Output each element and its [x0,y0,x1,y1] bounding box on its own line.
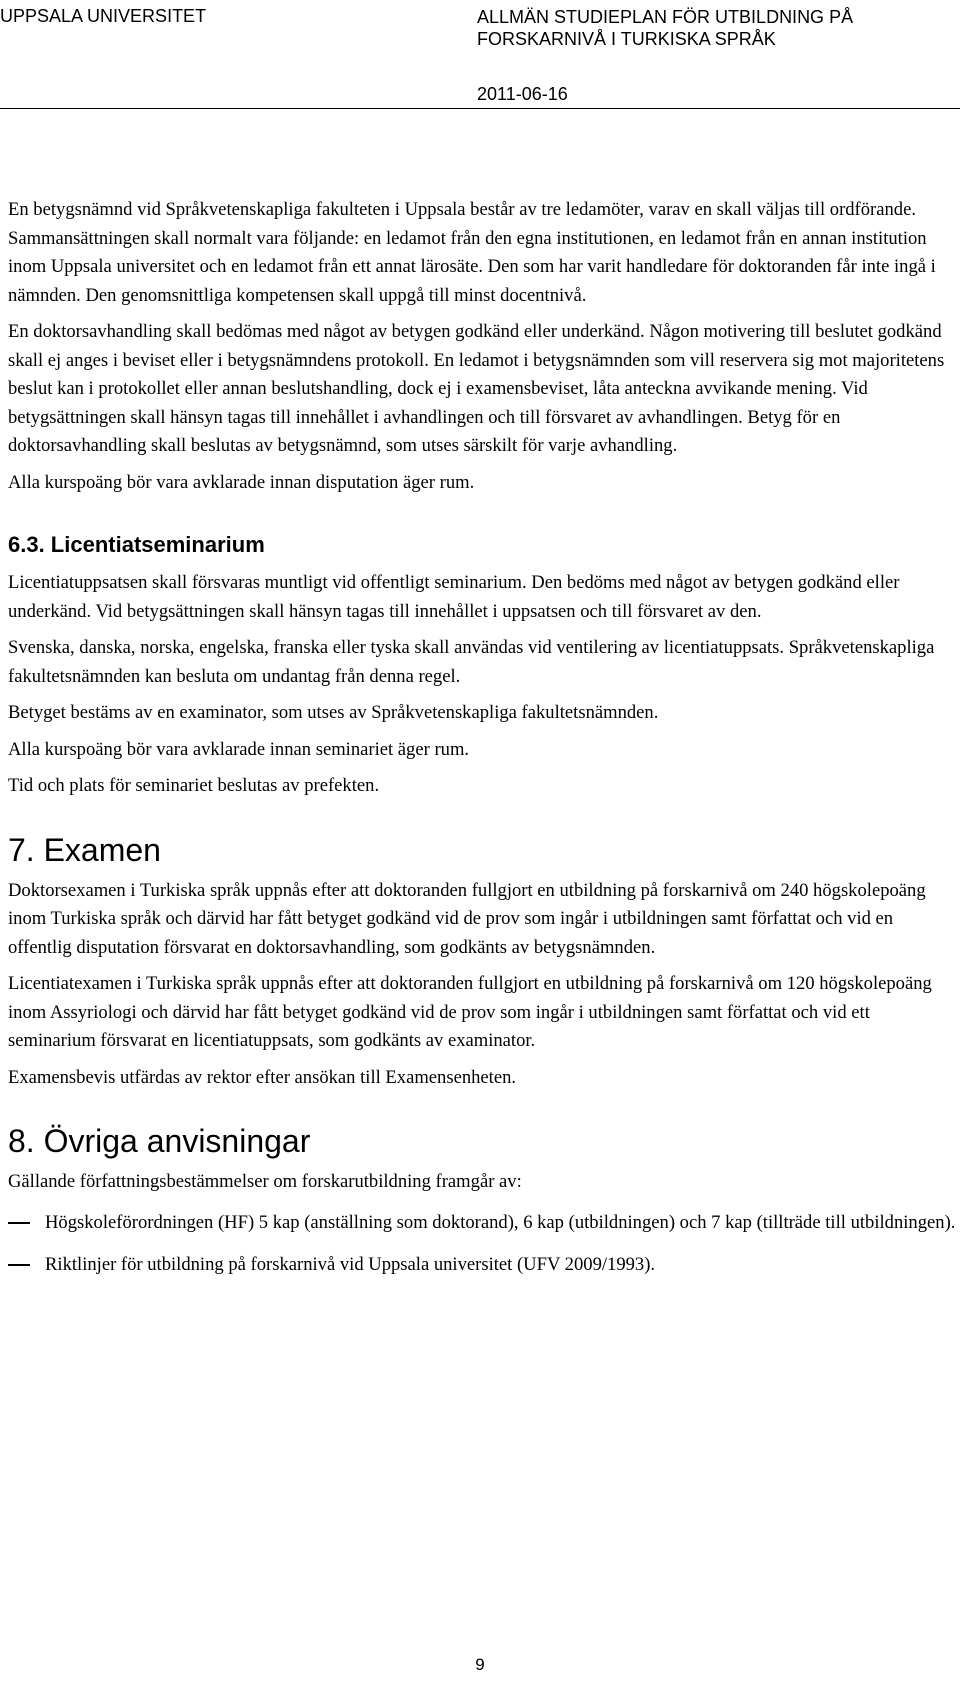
dash-bullet-icon [8,1222,30,1224]
list-item [8,1209,960,1238]
document-title [477,6,853,50]
paragraph: Examensbevis utfärdas av rektor efter ansökan till Examensenheten. [8,1066,517,1088]
section-heading-8: 8. Övriga anvisningar [8,1123,311,1159]
paragraph: Svenska, danska, norska, engelska, franska eller tyska skall användas vid ventilering av licentiatuppsats. Språkvetenskapliga fakultetsnämnden kan besluta om undantag från denna regel. [8,637,935,687]
paragraph: Alla kurspoäng bör vara avklarade innan disputation äger rum. [8,471,475,493]
paragraph: Alla kurspoäng bör vara avklarade innan seminariet äger rum. [8,738,470,760]
paragraph: Tid och plats för seminariet beslutas av prefekten. [8,775,380,796]
paragraph: Doktorsexamen i Turkiska språk uppnås efter att doktoranden fullgjort en utbildning på forskarnivå om 240 högskolepoäng inom Turkiska språk och därvid har fått betyget godkänd vid de prov som ingår i utbildningen samt författat och vid en offentlig disputation försvarat en doktorsavhandling, som godkänts av betygsnämnden. [8,879,926,958]
list-item [8,1251,960,1280]
paragraph: Licentiatexamen i Turkiska språk uppnås efter att doktoranden fullgjort en utbildning på forskarnivå om 120 högskolepoäng inom Assyriologi och därvid har fått betyget godkänd vid de prov som ingår i utbildningen samt författat och vid ett seminarium försvarat en licentiatuppsats, som godkänts av examinator. [8,973,932,1051]
paragraph: En doktorsavhandling skall bedömas med något av betygen godkänd eller underkänd. Någon motivering till beslutet godkänd skall ej anges i beviset eller i betygsnämndens protokoll. En ledamot i betygsnämnden som vill reservera sig mot majoritetens beslut kan i protokollet eller annan beslutshandling, dock ej i examensbeviset, låta anteckna avvikande mening. Vid betygsättningen skall hänsyn tagas till innehållet i avhandlingen och till försvaret av avhandlingen. Betyg för en doktorsavhandling skall beslutas av betygsnämnd, som utses särskilt för varje avhandling. [8,321,945,456]
paragraph: Betyget bestäms av en examinator, som utses av Språkvetenskapliga fakultetsnämnden. [8,702,659,723]
regulation-list [8,1209,960,1280]
page-header [0,0,960,109]
section-heading-6-3: 6.3. Licentiatseminarium [8,532,265,557]
university-name: UPPSALA UNIVERSITET [0,6,207,26]
list-item-text: Högskoleförordningen (HF) 5 kap (anställning som doktorand), 6 kap (utbildningen) och 7 kap (tillträde till utbildningen). [45,1211,956,1233]
document-title-line-2: FORSKARNIVÅ I TURKISKA SPRÅK [477,29,776,49]
document-body [8,196,960,1294]
document-title-line-1: ALLMÄN STUDIEPLAN FÖR UTBILDNING PÅ [477,7,854,27]
list-item-text: Riktlinjer för utbildning på forskarnivå vid Uppsala universitet (UFV 2009/1993). [45,1254,656,1275]
paragraph: En betygsnämnd vid Språkvetenskapliga fakulteten i Uppsala består av tre ledamöter, varav en skall väljas till ordförande. Sammansättningen skall normalt vara följande: en ledamot från den egna institutionen, en ledamot från en annan institution inom Uppsala universitet och en ledamot från ett annat lärosäte. Den som har varit handledare för doktoranden får inte ingå i nämnden. Den genomsnittliga kompetensen skall uppgå till minst docentnivå. [8,199,936,306]
paragraph: Licentiatuppsatsen skall försvaras muntligt vid offentligt seminarium. Den bedöms med något av betygen godkänd eller underkänd. Vid betygsättningen skall hänsyn tagas till innehållet i uppsatsen och till försvaret av den. [8,572,900,622]
section-heading-7: 7. Examen [8,831,161,868]
dash-bullet-icon [8,1264,30,1266]
page-number: 9 [475,1655,485,1674]
paragraph: Gällande författningsbestämmelser om forskarutbildning framgår av: [8,1171,522,1192]
document-date: 2011-06-16 [477,84,568,104]
